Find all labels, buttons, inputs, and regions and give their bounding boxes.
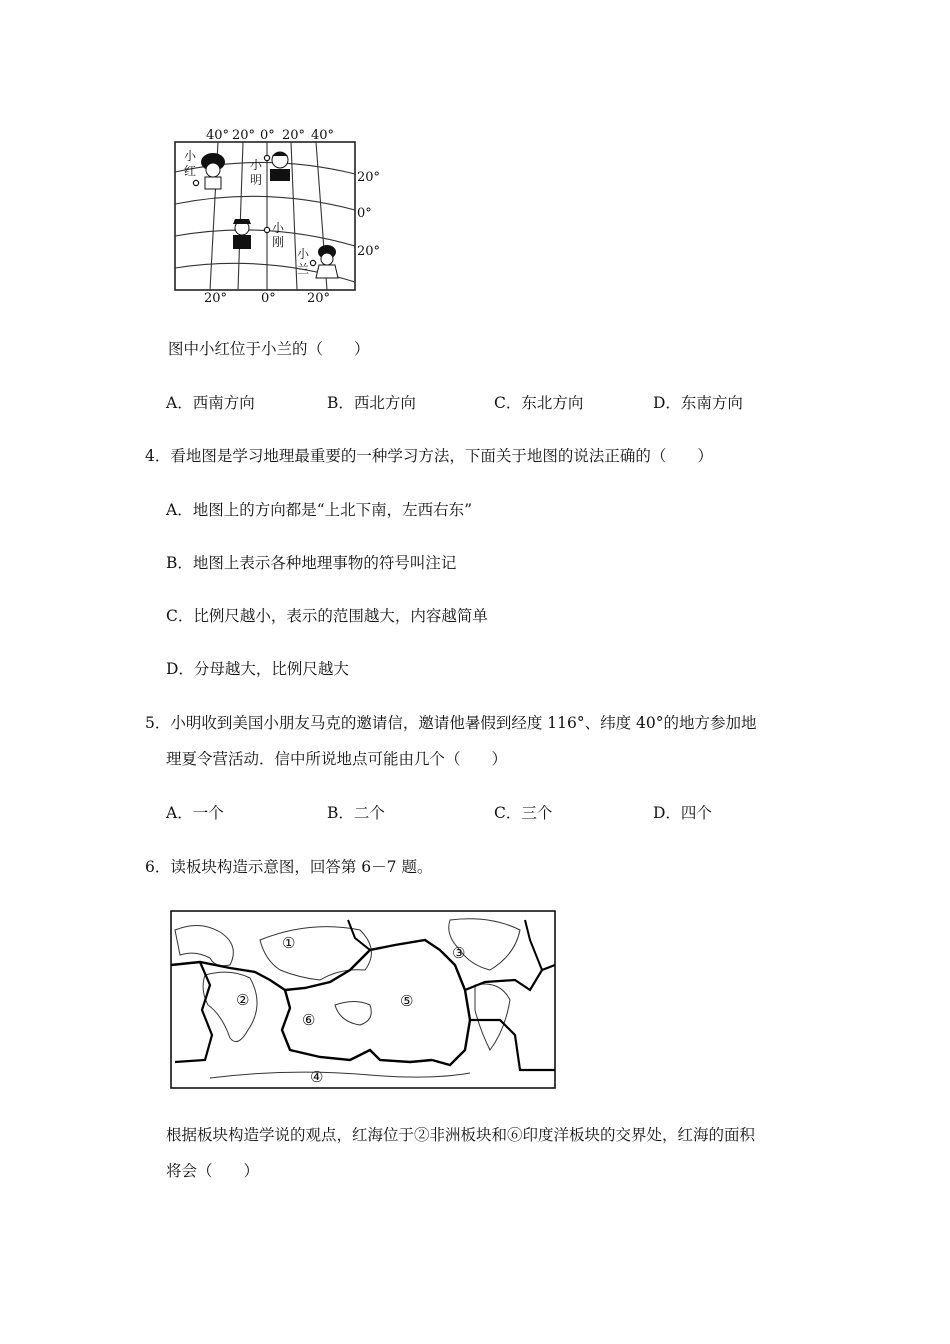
q5-option-d[interactable]: D．四个 — [653, 804, 712, 822]
q5-stem-line1: 5．小明收到美国小朋友马克的邀请信，邀请他暑假到经度 116°、纬度 40°的地方参加地 — [145, 714, 757, 732]
plate-map — [170, 910, 556, 1090]
xiaohong-figure — [184, 149, 225, 189]
plate-label-4: ④ — [310, 1068, 324, 1086]
q5-option-c[interactable]: C．三个 — [494, 804, 553, 822]
plate-label-5: ⑤ — [400, 992, 414, 1010]
q3-option-b[interactable]: B．西北方向 — [327, 394, 416, 412]
xiaolan-figure — [297, 245, 338, 278]
q3-option-a[interactable]: A．西南方向 — [166, 394, 255, 412]
top-label: 20° — [232, 128, 256, 143]
xiaohong-name: 红 — [184, 164, 197, 178]
xiaogang-figure — [233, 219, 285, 249]
q6-question-line2: 将会（ ） — [166, 1162, 260, 1180]
bottom-label: 20° — [307, 291, 331, 304]
top-label: 40° — [206, 128, 230, 143]
plate-label-6: ⑥ — [302, 1011, 316, 1029]
xiaoming-name: 明 — [250, 173, 263, 187]
bottom-label: 20° — [204, 291, 228, 304]
q3-option-d[interactable]: D．东南方向 — [653, 394, 743, 412]
right-label: 0° — [357, 206, 372, 221]
q4-option-b[interactable]: B．地图上表示各种地理事物的符号叫注记 — [166, 554, 457, 572]
xiaohong-name: 小 — [184, 149, 197, 163]
plate-label-2: ② — [236, 991, 250, 1009]
plate-label-1: ① — [282, 934, 296, 952]
xiaolan-name: 兰 — [297, 262, 310, 276]
xiaolan-name: 小 — [297, 247, 310, 261]
q4-stem: 4．看地图是学习地理最重要的一种学习方法，下面关于地图的说法正确的（ ） — [145, 447, 713, 465]
top-label: 40° — [311, 128, 335, 143]
q4-option-c[interactable]: C．比例尺越小，表示的范围越大，内容越简单 — [166, 607, 488, 625]
plate-label-3: ③ — [452, 944, 466, 962]
q6-question-line1: 根据板块构造学说的观点，红海位于②非洲板块和⑥印度洋板块的交界处，红海的面积 — [166, 1126, 756, 1144]
right-label: 20° — [357, 170, 381, 185]
q3-option-c[interactable]: C．东北方向 — [494, 394, 584, 412]
bottom-label: 0° — [261, 291, 276, 304]
q4-option-a[interactable]: A．地图上的方向都是“上北下南，左西右东” — [166, 501, 473, 519]
right-label: 20° — [357, 244, 381, 259]
top-label: 0° — [260, 128, 275, 143]
xiaogang-name: 小 — [272, 221, 285, 235]
xiaoming-figure — [250, 152, 290, 187]
q5-stem-line2: 理夏令营活动．信中所说地点可能由几个（ ） — [166, 750, 508, 768]
xiaoming-name: 小 — [250, 158, 263, 172]
q3-stem: 图中小红位于小兰的（ ） — [168, 340, 370, 358]
xiaogang-name: 刚 — [272, 235, 285, 249]
q6-stem: 6．读板块构造示意图，回答第 6－7 题。 — [145, 858, 433, 876]
graticule-figure — [170, 124, 410, 304]
q4-option-d[interactable]: D．分母越大，比例尺越大 — [166, 660, 349, 678]
q5-option-b[interactable]: B．二个 — [327, 804, 385, 822]
q5-option-a[interactable]: A．一个 — [166, 804, 224, 822]
top-label: 20° — [282, 128, 306, 143]
